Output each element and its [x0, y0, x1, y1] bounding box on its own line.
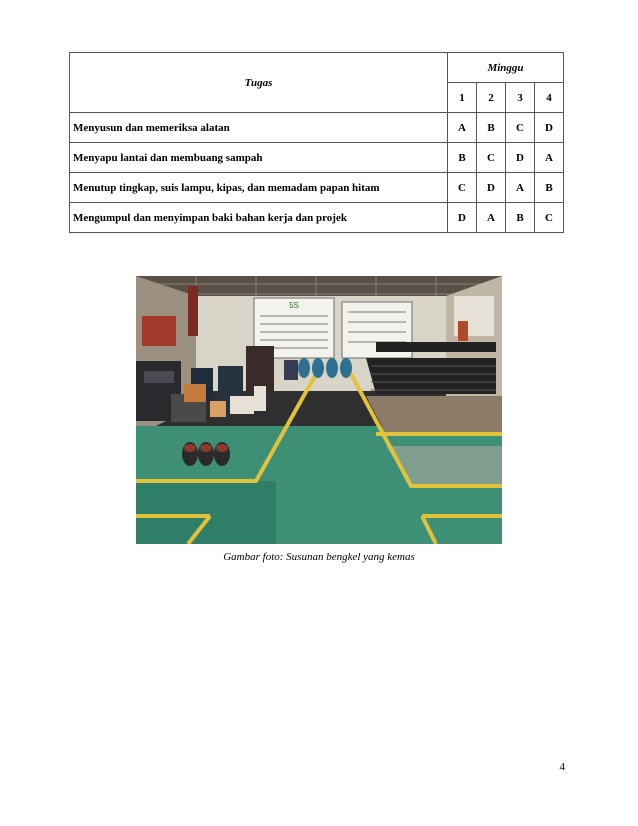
page-number: 4 [559, 761, 565, 773]
group-cell: C [448, 173, 477, 203]
group-cell: A [477, 203, 506, 233]
group-cell: C [506, 113, 535, 143]
group-cell: A [448, 113, 477, 143]
task-cell: Menyusun dan memeriksa alatan [70, 113, 448, 143]
week-header: 1 [448, 83, 477, 113]
header-minggu: Minggu [448, 53, 564, 83]
workshop-photo [136, 276, 502, 544]
group-cell: B [477, 113, 506, 143]
week-header: 4 [535, 83, 564, 113]
group-cell: D [448, 203, 477, 233]
task-cell: Mengumpul dan menyimpan baki bahan kerja dan projek [70, 203, 448, 233]
table-row [70, 203, 564, 233]
group-cell: B [448, 143, 477, 173]
group-cell: B [506, 203, 535, 233]
photo-caption: Gambar foto: Susunan bengkel yang kemas [223, 551, 415, 563]
group-cell: A [506, 173, 535, 203]
group-cell: D [506, 143, 535, 173]
table-row [70, 113, 564, 143]
week-header: 3 [506, 83, 535, 113]
week-header: 2 [477, 83, 506, 113]
table-row [70, 143, 564, 173]
task-cell: Menutup tingkap, suis lampu, kipas, dan memadam papan hitam [70, 173, 448, 203]
group-cell: C [477, 143, 506, 173]
group-cell: B [535, 173, 564, 203]
group-cell: A [535, 143, 564, 173]
duty-roster-table [69, 52, 564, 233]
table-row [70, 173, 564, 203]
group-cell: C [535, 203, 564, 233]
group-cell: D [477, 173, 506, 203]
header-tugas: Tugas [70, 53, 448, 113]
sign-heading: 5S [289, 301, 299, 310]
task-cell: Menyapu lantai dan membuang sampah [70, 143, 448, 173]
group-cell: D [535, 113, 564, 143]
